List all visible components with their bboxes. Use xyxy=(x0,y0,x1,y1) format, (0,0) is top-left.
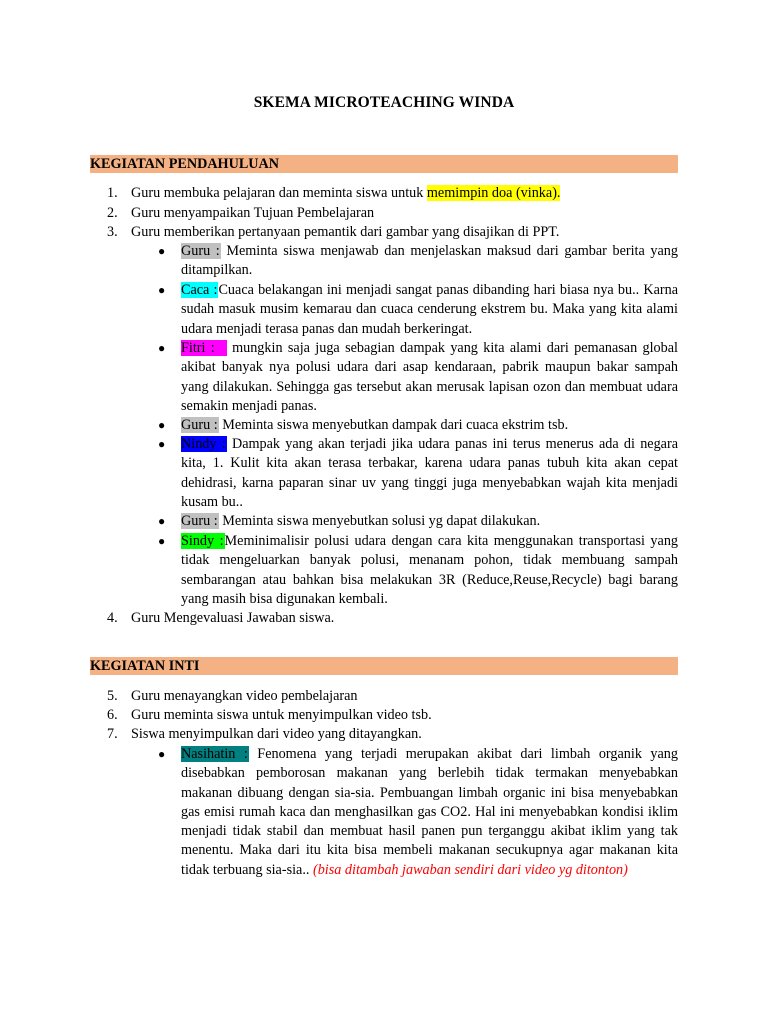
list-item: 6. Guru meminta siswa untuk menyimpulkan video tsb. xyxy=(107,707,432,723)
speaker-label: Nasihatin : xyxy=(181,746,248,762)
speaker-label: Guru : xyxy=(181,417,218,433)
document-page: SKEMA MICROTEACHING WINDA KEGIATAN PENDAHULUAN 1. Guru membuka pelajaran dan meminta siswa untuk memimpin doa (vinka). 2. Guru menyampaikan Tujuan Pembelajaran 3. Guru memberikan pertanyaan pemantik dari gambar yang disajikan di PPT. ● Guru : Meminta siswa menjawab dan menjelaskan maksud dari gambar berita yang ditampilkan. ● Caca :Cuaca belakangan ini menjadi sangat panas dibanding hari biasa nya bu.. Karna sudah masuk musim kemarau dan cuaca cenderung ekstrem bu. Maka yang kita alami udara menjadi terasa panas dan mudah berkeringat. ● Fitri : mungkin saja juga sebagian dampak yang kita alami dari pemanasan global akibat banyak nya polusi udara dari asap kendaraan, pabrik maupun bakar sampah yang dilakukan. Sehingga gas tersebut akan merusak lapisan ozon dan membuat udara semakin menjadi panas. ● Guru : Meminta siswa menyebutkan dampak dari cuaca ekstrim tsb. ● Nindy : Dampak yang akan terjadi jika udara panas ini terus menerus ada di negara kita, 1. Kulit kita akan terasa terbakar, karena udara panas tubuh kita akan cepat dehidrasi, karna paparan sinar uv yang tinggi juga menyebabkan wajah kita menjadi kusam bu.. ● Guru : Meminta siswa menyebutkan solusi yg dapat dilakukan. ● Sindy :Meminimalisir polusi udara dengan cara kita menggunakan transportasi yang tidak mengeluarkan banyak polusi, menanam pohon, tidak membuang sampah sembarangan atau bahkan bisa melakukan 3R (Reduce,Reuse,Recycle) bagi barang yang masih bisa digunakan kembali. 4. Guru Mengevaluasi Jawaban siswa. KEGIATAN INTI 5. Guru menayangkan video pembelajaran 6. Guru meminta siswa untuk menyimpulkan video tsb. 7. Siswa menyimpulkan dari video yang ditayangkan. ● Nasihatin : Fenomena yang terjadi merupakan akibat dari limbah organik yang disebabkan pemborosan makanan yang berlebih tidak termakan menyebabkan makanan dibuang dengan sia-sia. Pembuangan limbah organic ini bisa menyebabkan gas emisi rumah kaca dan menghasilkan gas CO2. Hal ini menyebabkan kondisi iklim menjadi tidak stabil dan membuat hasil panen pun terganggu akibat iklim yang tak menentu. Maka dari itu kita bisa membeli makanan secukupnya agar makanan kita tidak terbuang sia-sia.. (bisa ditambah jawaban sendiri dari video yg ditonton) xyxy=(0,0,768,1024)
document-title: SKEMA MICROTEACHING WINDA xyxy=(253,94,515,111)
list-item: 4. Guru Mengevaluasi Jawaban siswa. xyxy=(107,610,335,626)
section-heading-inti: KEGIATAN INTI xyxy=(90,657,678,675)
speaker-label: Caca : xyxy=(181,282,218,298)
list-item: 7. Siswa menyimpulkan dari video yang ditayangkan. xyxy=(107,726,422,742)
bullet-icon: ● xyxy=(158,244,166,258)
instruction-note: (bisa ditambah jawaban sendiri dari video yg ditonton) xyxy=(312,861,628,878)
list-item: 2. Guru menyampaikan Tujuan Pembelajaran xyxy=(107,205,375,221)
speaker-label: Sindy : xyxy=(181,533,224,549)
list-item: 1. Guru membuka pelajaran dan meminta siswa untuk memimpin doa (vinka). xyxy=(107,185,561,201)
section-heading-pendahuluan: KEGIATAN PENDAHULUAN xyxy=(90,155,678,173)
bullet-icon: ● xyxy=(158,418,166,432)
speaker-label: Guru : xyxy=(181,243,220,259)
highlighted-text: memimpin doa (vinka). xyxy=(426,185,561,201)
list-item: 5. Guru menayangkan video pembelajaran xyxy=(107,688,358,704)
bullet-icon: ● xyxy=(158,437,166,451)
bullet-icon: ● xyxy=(158,341,166,355)
speaker-label: Nindy : xyxy=(181,436,226,452)
bullet-icon: ● xyxy=(158,747,166,761)
bullet-icon: ● xyxy=(158,514,166,528)
bullet-icon: ● xyxy=(158,534,166,548)
bullet-icon: ● xyxy=(158,283,166,297)
speaker-label: Fitri : xyxy=(181,340,227,356)
speaker-label: Guru : xyxy=(181,513,218,529)
list-item: 3. Guru memberikan pertanyaan pemantik dari gambar yang disajikan di PPT. xyxy=(107,224,560,240)
